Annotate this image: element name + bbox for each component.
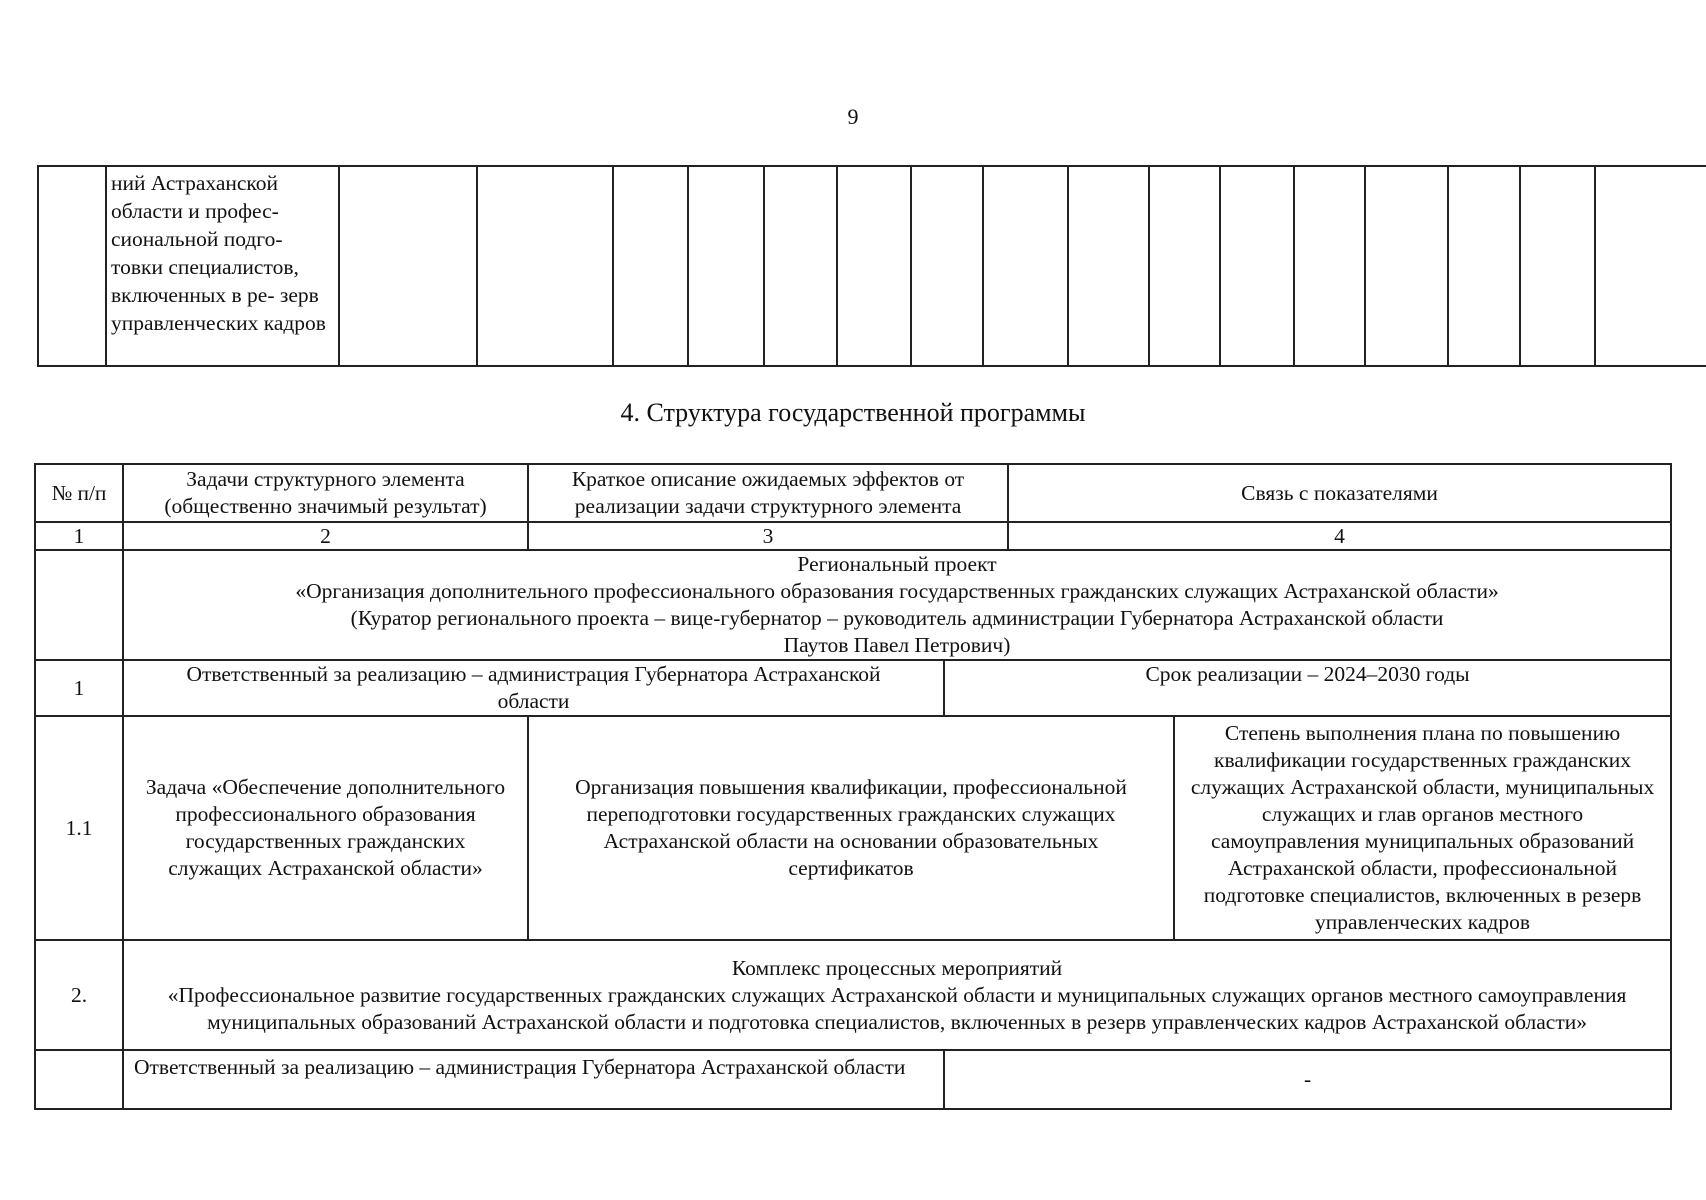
row-1-responsible: Ответственный за реализацию – администрация Губернатора Астраханской области [123, 660, 944, 716]
page-number: 9 [847, 104, 859, 129]
cont-cell [1448, 166, 1520, 366]
regional-project-curator: (Куратор регионального проекта – вице-губернатор – руководитель администрации Губернатора Астраханской области [350, 606, 1444, 630]
row-1-1-task: Задача «Обеспечение дополнительного профессионального образования государственных гражданских служащих Астраханской области» [123, 716, 528, 940]
row-2-responsible [35, 1050, 1671, 1109]
cont-cell [339, 166, 477, 366]
cont-cell-num [38, 166, 106, 366]
regional-project-label: Региональный проект [797, 552, 997, 576]
header-effects: Краткое описание ожидаемых эффектов от реализации задачи структурного элемента [528, 464, 1008, 522]
cont-cell-text: ний Астраханской области и профес- сиональной подго- товки специалистов, включенных в ре- зерв управленческих кадров [106, 166, 339, 366]
header-row [35, 464, 1671, 522]
cont-cell [837, 166, 911, 366]
section-title: 4. Структура государственной программы [620, 398, 1086, 427]
row-1 [35, 660, 1671, 716]
empty-num-cell [35, 1050, 123, 1109]
row-1-term: Срок реализации – 2024–2030 годы [944, 660, 1671, 716]
col-number: 4 [1008, 522, 1671, 550]
cont-cell [1294, 166, 1365, 366]
cont-cell [613, 166, 688, 366]
col-number: 2 [123, 522, 528, 550]
cont-cell [477, 166, 613, 366]
row-2 [35, 940, 1671, 1050]
row-2-term: - [944, 1050, 1671, 1109]
process-complex-name: «Профессиональное развитие государственных гражданских служащих Астраханской области и муниципальных служащих органов местного самоуправления муниципальных образований Астраханской области и подготовка специалистов, включенных в резерв управленческих кадров Астраханской области» [167, 982, 1627, 1034]
column-numbers-row [35, 522, 1671, 550]
cont-cell [1220, 166, 1294, 366]
header-tasks: Задачи структурного элемента (общественно значимый результат) [123, 464, 528, 522]
row-2-responsible-text: Ответственный за реализацию – администрация Губернатора Астраханской области [123, 1050, 944, 1109]
row-1-1-indicator: Степень выполнения плана по повышению квалификации государственных гражданских служащих Астраханской области, муниципальных служащих и глав органов местного самоуправления муниципальных образований Астраханской области, профессиональной подготовке специалистов, включенных в резерв управленческих кадров [1174, 716, 1671, 940]
cont-cell [911, 166, 983, 366]
row-1-1 [35, 716, 1671, 940]
regional-project-cell [123, 550, 1671, 660]
cont-cell [1595, 166, 1706, 366]
cont-cell [1068, 166, 1149, 366]
empty-num-cell [35, 550, 123, 660]
cont-cell [983, 166, 1068, 366]
row-1-num: 1 [35, 660, 123, 716]
row-1-1-num: 1.1 [35, 716, 123, 940]
continuation-table [37, 165, 1706, 367]
process-complex-label: Комплекс процессных мероприятий [731, 955, 1063, 980]
col-number: 1 [35, 522, 123, 550]
cont-cell [1520, 166, 1595, 366]
header-num: № п/п [35, 464, 123, 522]
row-2-num: 2. [35, 940, 123, 1050]
cont-cell [688, 166, 764, 366]
regional-project-curator-name: Паутов Павел Петрович) [783, 633, 1011, 657]
regional-project-row [35, 550, 1671, 660]
header-link: Связь с показателями [1008, 464, 1671, 522]
process-complex-cell [123, 940, 1671, 1050]
cont-cell [764, 166, 837, 366]
regional-project-name: «Организация дополнительного профессионального образования государственных гражданских служащих Астраханской области» [295, 579, 1499, 603]
row-1-1-effect: Организация повышения квалификации, профессиональной переподготовки государственных гражданских служащих Астраханской области на основании образовательных сертификатов [528, 716, 1174, 940]
cont-cell [1365, 166, 1448, 366]
col-number: 3 [528, 522, 1008, 550]
structure-table [34, 463, 1672, 1110]
cont-cell [1149, 166, 1220, 366]
